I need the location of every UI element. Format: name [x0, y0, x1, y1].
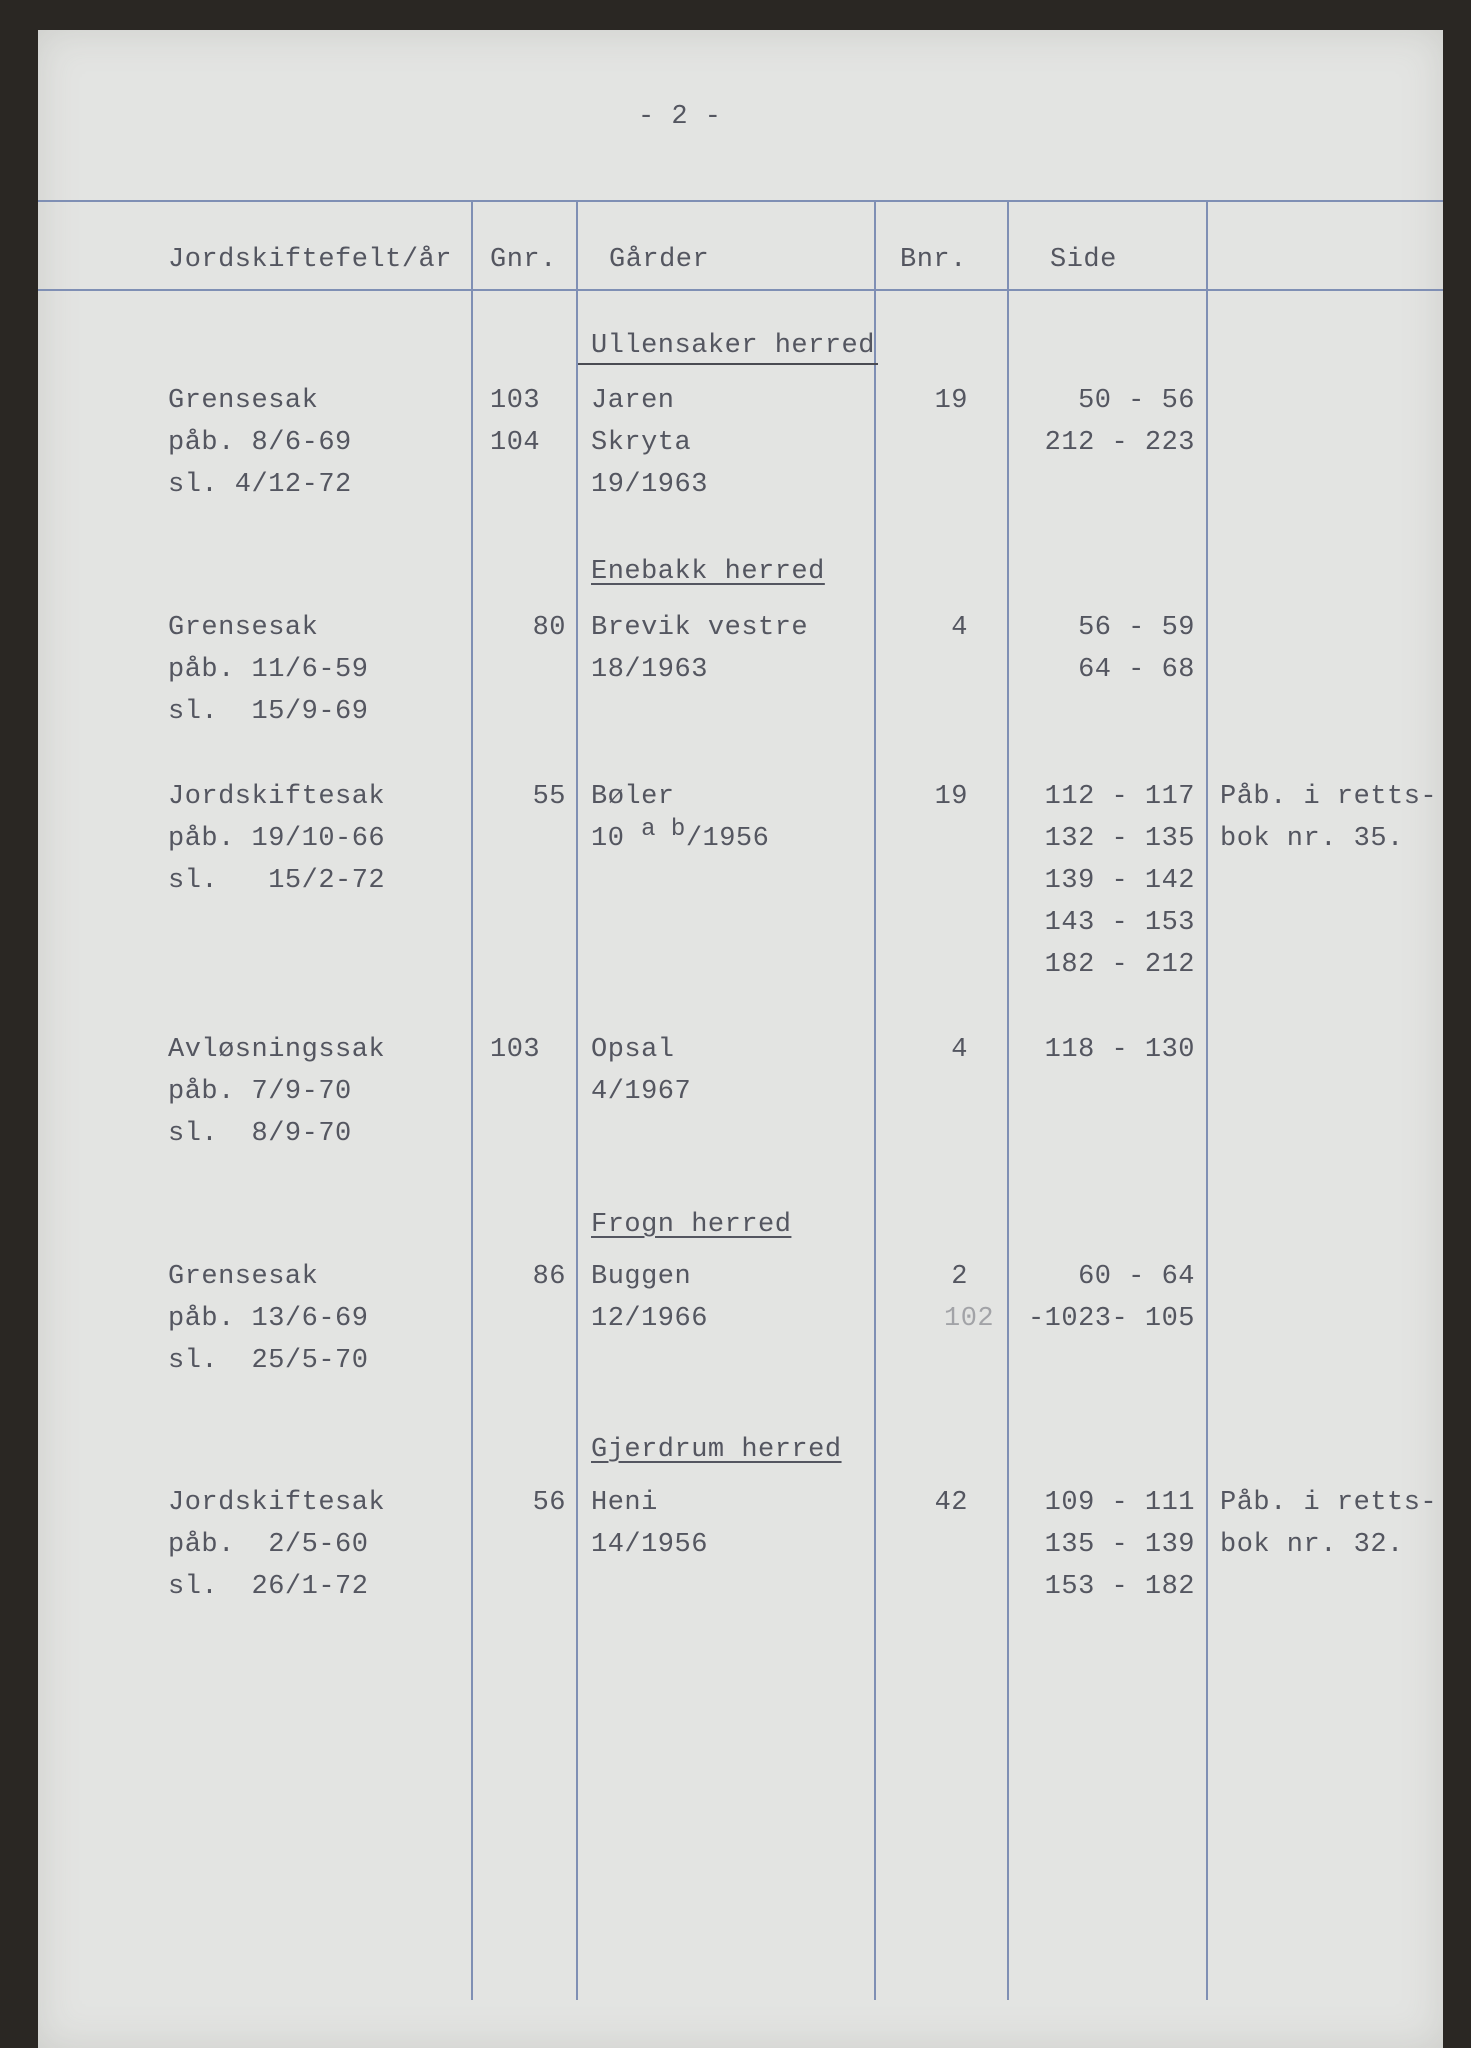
- column-rule-side: [1007, 202, 1009, 2000]
- row2-felt-2: påb. 11/6-59: [168, 655, 369, 685]
- row5-felt-2: påb. 13/6-69: [168, 1304, 369, 1334]
- row2-gnr: 80: [532, 613, 566, 643]
- row3-side-5: 182 - 212: [1044, 950, 1195, 980]
- row1-felt-2: påb. 8/6-69: [168, 428, 352, 458]
- row3-garder-prefix: 10: [591, 824, 642, 854]
- header-felt: Jordskiftefelt/år: [168, 245, 452, 275]
- row3-garder-superscript: a b: [641, 816, 686, 843]
- row5-bnr-faint: 102: [944, 1304, 995, 1334]
- row3-felt-3: sl. 15/2-72: [168, 866, 386, 896]
- row3-side-2: 132 - 135: [1044, 824, 1195, 854]
- row6-side-1: 109 - 111: [1044, 1488, 1195, 1518]
- header-bottom-rule: [38, 289, 1443, 291]
- section-rule-ullensaker: [578, 363, 878, 365]
- header-bnr: Bnr.: [900, 245, 967, 275]
- row6-bnr: 42: [934, 1488, 968, 1518]
- header-garder: Gårder: [609, 245, 710, 275]
- row5-garder-1: Buggen: [591, 1262, 692, 1292]
- row6-side-2: 135 - 139: [1044, 1530, 1195, 1560]
- row3-side-3: 139 - 142: [1044, 866, 1195, 896]
- row5-side-2: -1023- 105: [1027, 1304, 1195, 1334]
- column-rule-garder: [576, 202, 578, 2000]
- section-heading-gjerdrum: Gjerdrum herred: [591, 1435, 842, 1465]
- row3-side-4: 143 - 153: [1044, 908, 1195, 938]
- table-top-rule: [38, 200, 1443, 202]
- row1-side-1: 50 - 56: [1078, 386, 1195, 416]
- row1-gnr-2: 104: [490, 428, 541, 458]
- row6-garder-1: Heni: [591, 1488, 658, 1518]
- row3-garder-suffix: /1956: [685, 824, 770, 854]
- row6-garder-2: 14/1956: [591, 1530, 708, 1560]
- row2-garder-2: 18/1963: [591, 655, 708, 685]
- row2-felt-3: sl. 15/9-69: [168, 697, 369, 727]
- row2-felt-1: Grensesak: [168, 613, 319, 643]
- column-rule-bnr: [874, 202, 876, 2000]
- row4-side-1: 118 - 130: [1044, 1035, 1195, 1065]
- row4-felt-3: sl. 8/9-70: [168, 1119, 352, 1149]
- row3-felt-2: påb. 19/10-66: [168, 824, 386, 854]
- row2-side-1: 56 - 59: [1078, 613, 1195, 643]
- row5-garder-2: 12/1966: [591, 1304, 708, 1334]
- column-rule-gnr: [471, 202, 473, 2000]
- row3-note-2: bok nr. 35.: [1220, 824, 1404, 854]
- row3-bnr: 19: [934, 782, 968, 812]
- row6-gnr: 56: [532, 1488, 566, 1518]
- row4-felt-2: påb. 7/9-70: [168, 1077, 352, 1107]
- row3-gnr: 55: [532, 782, 566, 812]
- header-gnr: Gnr.: [490, 245, 557, 275]
- row6-note-2: bok nr. 32.: [1220, 1530, 1404, 1560]
- row6-felt-1: Jordskiftesak: [168, 1488, 386, 1518]
- row2-side-2: 64 - 68: [1078, 655, 1195, 685]
- row2-garder-1: Brevik vestre: [591, 613, 809, 643]
- row3-felt-1: Jordskiftesak: [168, 782, 386, 812]
- row4-bnr: 4: [951, 1035, 968, 1065]
- row3-garder-number: [591, 816, 770, 855]
- row4-gnr: 103: [490, 1035, 541, 1065]
- section-heading-enebakk: Enebakk herred: [591, 557, 825, 587]
- row1-gnr-1: 103: [490, 386, 541, 416]
- row1-felt-3: sl. 4/12-72: [168, 470, 352, 500]
- row5-felt-1: Grensesak: [168, 1262, 319, 1292]
- row4-garder-1: Opsal: [591, 1035, 675, 1065]
- row1-garder-1: Jaren: [591, 386, 675, 416]
- row3-side-1: 112 - 117: [1044, 782, 1195, 812]
- row1-side-2: 212 - 223: [1044, 428, 1195, 458]
- document-page: [38, 30, 1443, 2048]
- page-number: - 2 -: [638, 102, 722, 132]
- row4-felt-1: Avløsningssak: [168, 1035, 386, 1065]
- row5-gnr: 86: [532, 1262, 566, 1292]
- row5-felt-3: sl. 25/5-70: [168, 1346, 369, 1376]
- row6-felt-2: påb. 2/5-60: [168, 1530, 369, 1560]
- row6-note-1: Påb. i retts-: [1220, 1488, 1438, 1518]
- row3-note-1: Påb. i retts-: [1220, 782, 1438, 812]
- row5-side-1: 60 - 64: [1078, 1262, 1195, 1292]
- row6-side-3: 153 - 182: [1044, 1572, 1195, 1602]
- row1-bnr: 19: [934, 386, 968, 416]
- row5-bnr: 2: [951, 1262, 968, 1292]
- section-heading-ullensaker: Ullensaker herred: [591, 331, 875, 361]
- row6-felt-3: sl. 26/1-72: [168, 1572, 369, 1602]
- section-heading-frogn: Frogn herred: [591, 1210, 792, 1240]
- row4-garder-2: 4/1967: [591, 1077, 692, 1107]
- row3-garder-name: Bøler: [591, 782, 675, 812]
- row1-felt-1: Grensesak: [168, 386, 319, 416]
- row1-garder-2: Skryta: [591, 428, 692, 458]
- header-side: Side: [1050, 245, 1117, 275]
- row2-bnr: 4: [951, 613, 968, 643]
- row1-garder-3: 19/1963: [591, 470, 708, 500]
- column-rule-note: [1206, 202, 1208, 2000]
